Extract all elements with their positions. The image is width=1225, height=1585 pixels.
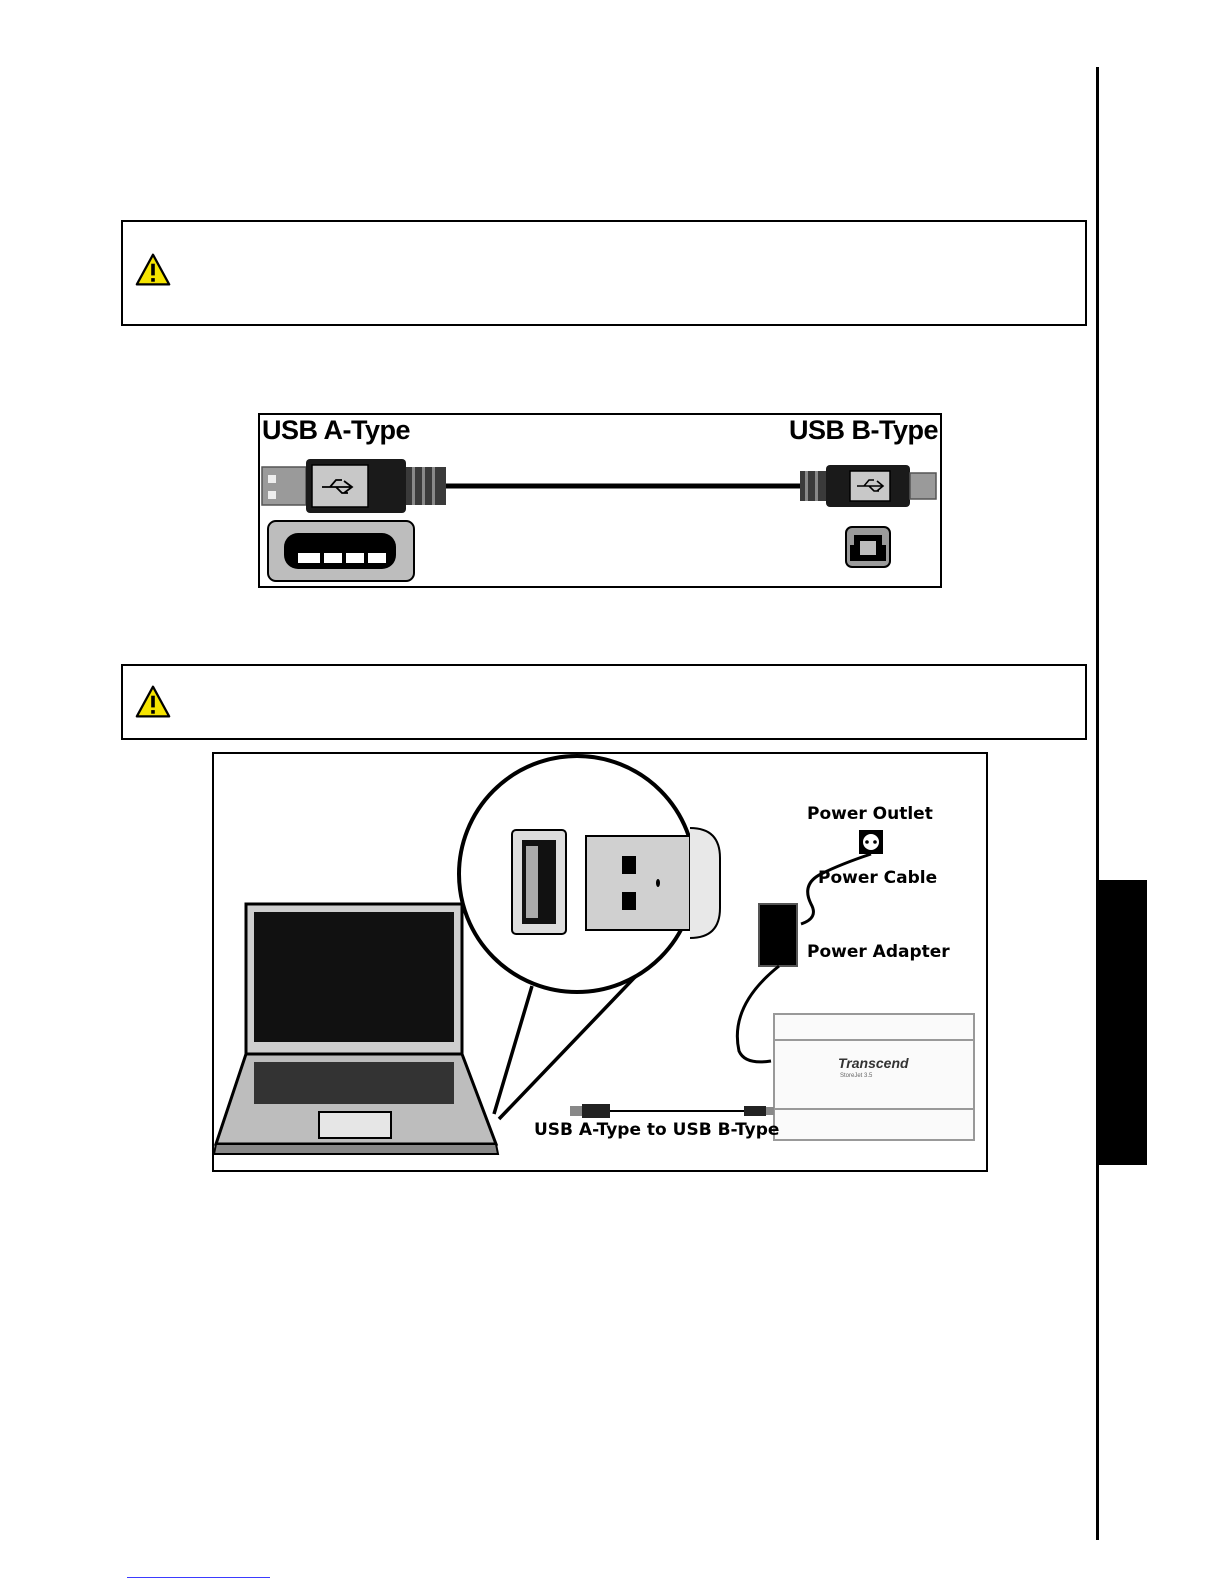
usb-type-diagram (258, 413, 942, 588)
warning-icon (135, 252, 171, 288)
warning-icon (135, 684, 171, 720)
usb-b-plug (800, 465, 936, 507)
power-outlet-label: Power Outlet (807, 804, 933, 824)
usb-zoom-callout (459, 756, 720, 1119)
warning-box-2 (121, 664, 1087, 740)
power-cable-label: Power Cable (818, 868, 938, 888)
usb-b-type-label: USB B-Type (788, 415, 938, 445)
usb-a-plug (262, 459, 446, 513)
drive-model-text: StoreJet 3.5 (840, 1073, 873, 1079)
usb-a-to-b-cable (570, 1104, 774, 1118)
connection-diagram (212, 752, 988, 1172)
usb-b-port (846, 527, 890, 567)
chapter-side-tab (1099, 880, 1147, 1165)
adapter-cord (737, 966, 779, 1062)
usb-a-type-label: USB A-Type (262, 415, 411, 445)
external-hard-drive (774, 1014, 974, 1140)
footer-link-underline[interactable] (127, 1577, 270, 1578)
power-adapter-label: Power Adapter (807, 942, 950, 962)
power-outlet (859, 830, 883, 854)
usb-cable-label: USB A-Type to USB B-Type (534, 1120, 780, 1140)
laptop (214, 904, 498, 1154)
drive-brand-logo: Transcend (838, 1055, 909, 1071)
power-adapter (759, 904, 797, 966)
power-cable (801, 854, 871, 924)
usb-a-port (268, 521, 414, 581)
warning-box-1 (121, 220, 1087, 326)
usb-cable-illustration (260, 415, 940, 586)
page-margin-rule (1096, 67, 1099, 1540)
